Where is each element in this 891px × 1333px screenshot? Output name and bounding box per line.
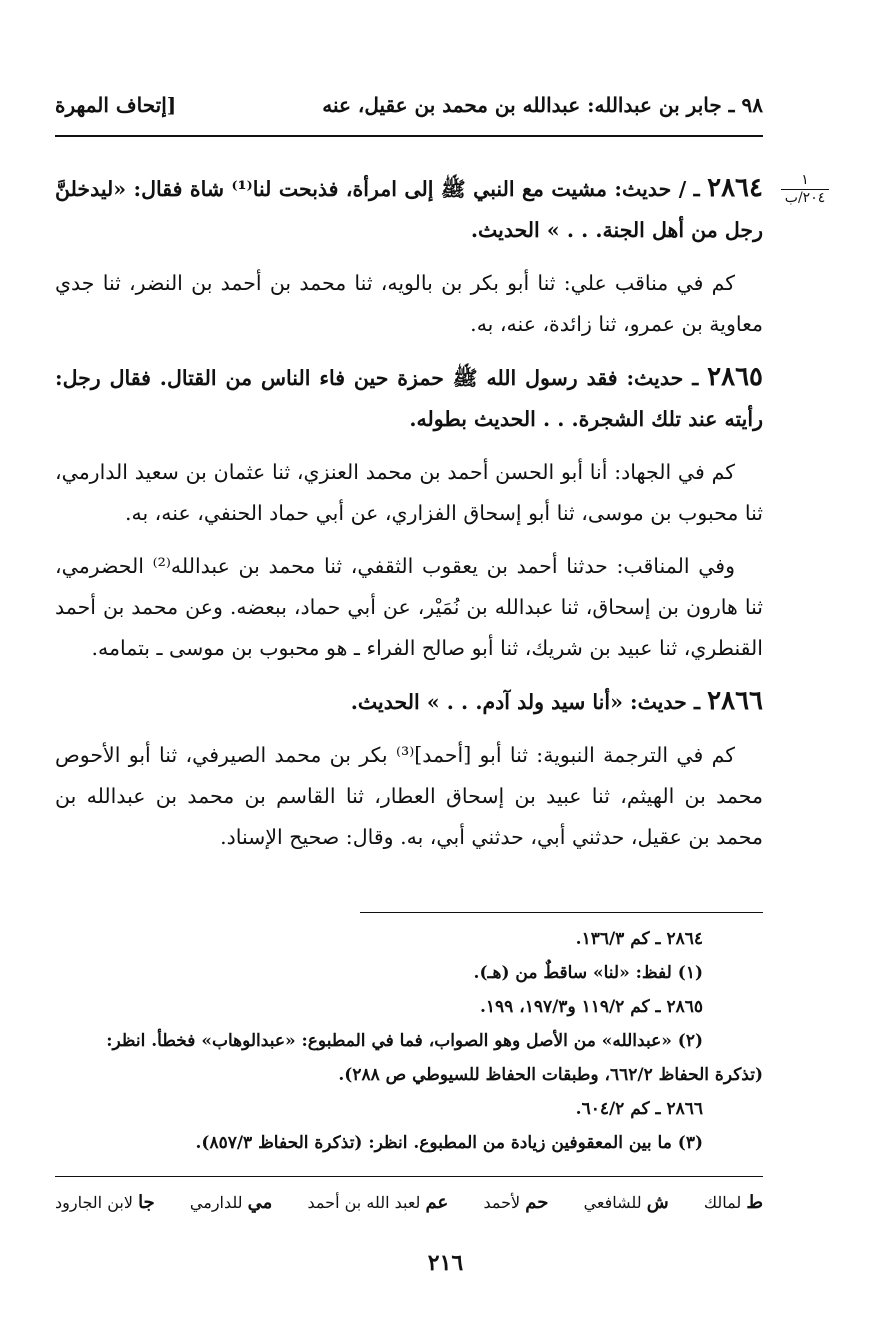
abbreviation-item: عم لعبد الله بن أحمد [307, 1192, 449, 1213]
hadith-text: ـ / حديث: مشيت مع النبي ﷺ إلى امرأة، فذبحت لنا⁽¹⁾ شاة فقال: «ليدخلنَّ رجل من أهل الجنة. . . » الحديث. [55, 177, 763, 242]
hadith-2864 [55, 168, 763, 251]
abbreviation-item: جا لابن الجارود [55, 1192, 155, 1213]
book-title: [إتحاف المهرة [55, 93, 177, 117]
hadith-text: ـ حديث: فقد رسول الله ﷺ حمزة حين فاء الناس من القتال. فقال رجل: رأيته عند تلك الشجرة. . . الحديث بطوله. [55, 366, 763, 431]
footnotes [55, 922, 763, 1160]
isnad-paragraph: كم في الجهاد: أنا أبو الحسن أحمد بن محمد العنزي، ثنا عثمان بن سعيد الدارمي، ثنا محبوب بن موسى، ثنا أبو إسحاق الفزاري، عن أبي حماد الحنفي، عنه، به. [55, 460, 763, 525]
hadith-number: ٢٨٦٥ [707, 362, 763, 392]
main-text [55, 168, 763, 870]
folio-bottom: ٢٠٤/ب [784, 190, 826, 206]
chapter-title: ٩٨ ـ جابر بن عبدالله: عبدالله بن محمد بن عقيل، عنه [322, 93, 763, 117]
footnote-ref: ٢٨٦٤ ـ كم ١٣٦/٣. [575, 929, 703, 949]
abbreviation-item: حم لأحمد [483, 1192, 549, 1213]
page-number: ٢١٦ [427, 1250, 464, 1276]
footnote: (١) لفظ: «لنا» ساقطٌ من (هـ). [473, 963, 703, 983]
hadith-text: ـ حديث: «أنا سيد ولد آدم. . . » الحديث. [350, 690, 708, 714]
abbreviation-item: ش للشافعي [583, 1192, 669, 1213]
footnote-ref: ٢٨٦٥ ـ كم ١١٩/٢ و١٩٧/٣، ١٩٩. [479, 997, 703, 1017]
abbreviations-key [55, 1192, 763, 1213]
running-header [55, 88, 763, 122]
footnote-divider [360, 912, 763, 913]
abbreviation-item: مي للدارمي [189, 1192, 273, 1213]
isnad-paragraph: وفي المناقب: حدثنا أحمد بن يعقوب الثقفي، ثنا محمد بن عبدالله⁽²⁾ الحضرمي، ثنا هارون بن إسحاق، ثنا عبدالله بن نُمَيْر، عن أبي حماد، ببعضه. وعن محمد بن أحمد القنطري، ثنا عبيد بن شريك، ثنا أبو صالح الفراء ـ هو محبوب بن موسى ـ بتمامه. [55, 554, 763, 660]
hadith-number: ٢٨٦٤ [707, 173, 763, 203]
isnad-paragraph: كم في الترجمة النبوية: ثنا أبو [أحمد]⁽³⁾ بكر بن محمد الصيرفي، ثنا أبو الأحوص محمد بن الهيثم، ثنا عبيد بن إسحاق العطار، ثنا القاسم بن محمد بن عبدالله بن محمد بن عقيل، حدثني أبي، حدثني أبي، به. وقال: صحيح الإسناد. [55, 743, 763, 849]
footnote: (٢) «عبدالله» من الأصل وهو الصواب، فما في المطبوع: «عبدالوهاب» فخطأ. انظر: (تذكرة الحفاظ ٦٦٢/٢، وطبقات الحفاظ للسيوطي ص ٢٨٨). [106, 1031, 763, 1085]
abbreviations-divider [55, 1176, 763, 1177]
footnote: (٣) ما بين المعقوفين زيادة من المطبوع. انظر: (تذكرة الحفاظ ٨٥٧/٣). [195, 1133, 703, 1153]
header-divider [55, 135, 763, 137]
isnad-paragraph: كم في مناقب علي: ثنا أبو بكر بن بالويه، ثنا محمد بن أحمد بن النضر، ثنا جدي معاوية بن عمرو، ثنا زائدة، عنه، به. [55, 271, 763, 336]
abbreviation-item: ط لمالك [703, 1192, 763, 1213]
hadith-2866 [55, 681, 763, 723]
hadith-2865 [55, 357, 763, 440]
folio-top: ١ [781, 172, 829, 190]
hadith-number: ٢٨٦٦ [707, 686, 763, 716]
manuscript-folio-note [781, 172, 829, 206]
footnote-ref: ٢٨٦٦ ـ كم ٦٠٤/٢. [575, 1099, 703, 1119]
